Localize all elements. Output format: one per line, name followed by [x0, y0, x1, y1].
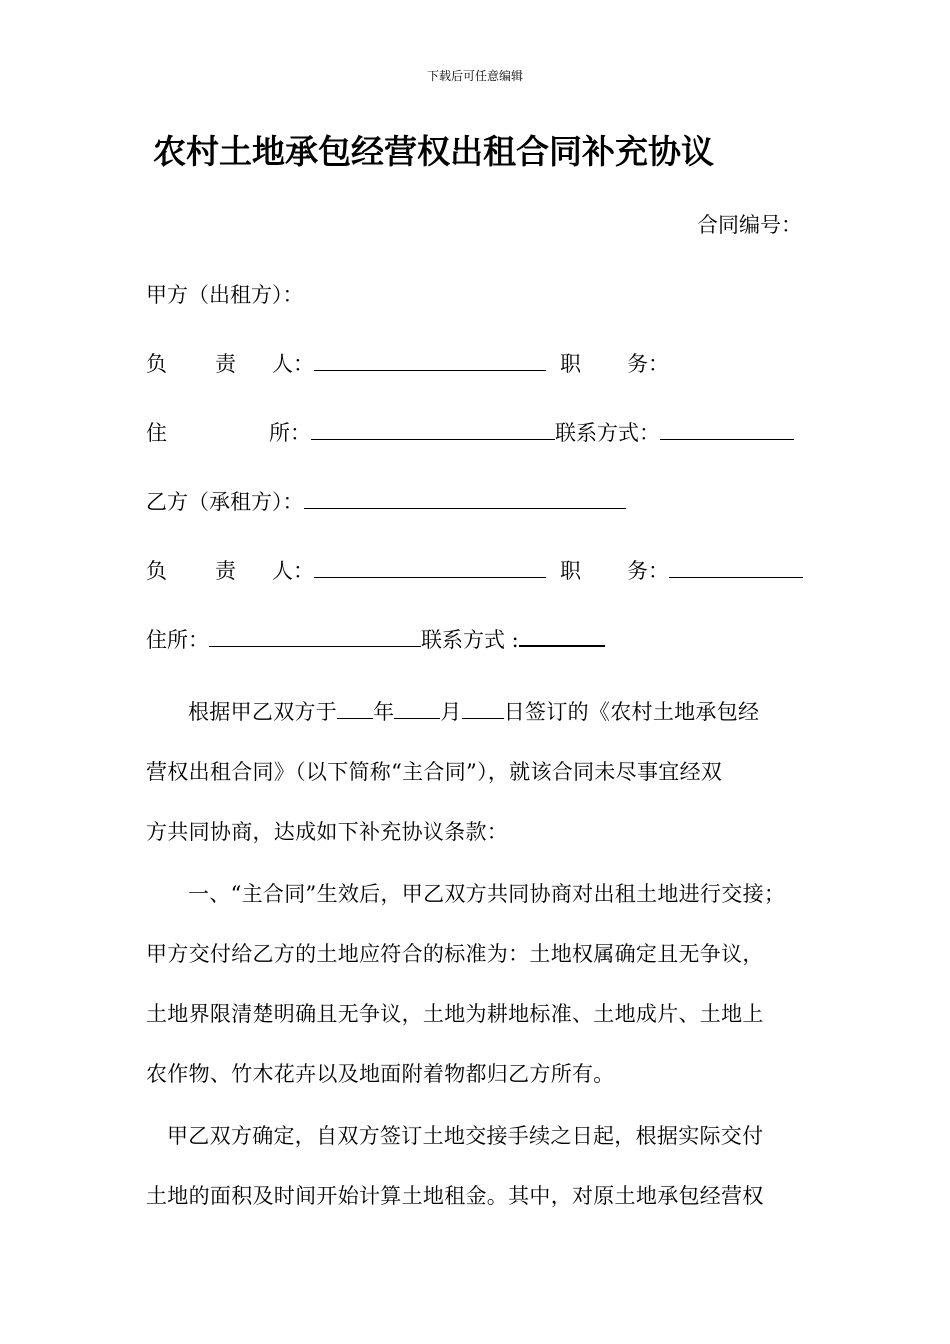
intro-paragraph: [146, 682, 836, 862]
party-a-address-label-2: 所：: [269, 421, 311, 445]
intro-line-3: 方共同协商，达成如下补充协议条款：: [146, 820, 509, 844]
party-a-position-label-1: 职: [560, 352, 581, 376]
party-b-person-row: [146, 556, 803, 586]
party-b-contact-label: 联系方式 :: [421, 628, 519, 652]
party-b-address-row: [146, 625, 605, 655]
party-b-address-blank[interactable]: [209, 626, 421, 647]
intro-text-1a: 根据甲乙双方于: [188, 700, 338, 724]
party-b-position-label-2: 务：: [627, 559, 669, 583]
party-a-label: 甲方（出租方）：: [146, 283, 304, 307]
party-b-row: [146, 487, 626, 517]
party-b-label: 乙方（承租方）：: [146, 490, 304, 514]
party-a-position-label-2: 务：: [627, 352, 669, 376]
clause-2-line-2: 土地的面积及时间开始计算土地租金。其中，对原土地承包经营权: [146, 1184, 764, 1208]
clause-1-line-2: 甲方交付给乙方的土地应符合的标准为：土地权属确定且无争议，: [146, 942, 764, 966]
clause-1-line-3: 土地界限清楚明确且无争议，土地为耕地标准、土地成片、土地上: [146, 1002, 764, 1026]
intro-text-1b: 年: [373, 700, 395, 724]
party-b-person-label-1: 负: [146, 559, 167, 583]
party-a-contact-blank[interactable]: [660, 419, 794, 440]
party-b-person-label-3: 人：: [272, 559, 314, 583]
clause-1-paragraph: [146, 864, 836, 1104]
party-b-person-label-2: 责: [215, 559, 236, 583]
header-note: 下载后可任意编辑: [426, 69, 523, 83]
clause-2-line-1: 甲乙双方确定，自双方签订土地交接手续之日起，根据实际交付: [167, 1124, 764, 1148]
party-a-person-label-1: 负: [146, 352, 167, 376]
party-b-contact-blank[interactable]: [519, 625, 605, 647]
party-a-person-blank[interactable]: [314, 350, 546, 371]
party-a-contact-label: 联系方式：: [555, 421, 660, 445]
party-a-address-blank[interactable]: [311, 419, 555, 440]
intro-year-blank[interactable]: [337, 698, 373, 719]
party-b-blank[interactable]: [304, 488, 626, 509]
party-b-person-blank[interactable]: [314, 557, 546, 578]
intro-line-1: [146, 682, 836, 742]
intro-text-1c: 月: [440, 700, 462, 724]
clause-1-line-1: 一、“主合同”生效后，甲乙双方共同协商对出租土地进行交接；: [188, 882, 786, 906]
party-a-person-row: [146, 349, 669, 379]
party-b-position-blank[interactable]: [669, 557, 803, 578]
intro-text-1d: 日签订的《农村土地承包经: [503, 700, 760, 724]
clause-1-line-4: 农作物、竹木花卉以及地面附着物都归乙方所有。: [146, 1062, 615, 1086]
intro-line-2: 营权出租合同》（以下简称“主合同”），就该合同未尽事宜经双: [146, 760, 723, 784]
party-a-address-label-1: 住: [146, 421, 167, 445]
party-a-person-label-2: 责: [215, 352, 236, 376]
intro-month-blank[interactable]: [394, 698, 440, 719]
party-b-address-label: 住所：: [146, 628, 209, 652]
clause-2-paragraph: [146, 1106, 836, 1226]
contract-number-label: 合同编号：: [697, 213, 802, 237]
intro-day-blank[interactable]: [462, 698, 504, 719]
document-title: 农村土地承包经营权出租合同补充协议: [153, 132, 714, 171]
party-a-person-label-3: 人：: [272, 352, 314, 376]
party-a-address-row: [146, 418, 794, 448]
party-b-position-label-1: 职: [560, 559, 581, 583]
